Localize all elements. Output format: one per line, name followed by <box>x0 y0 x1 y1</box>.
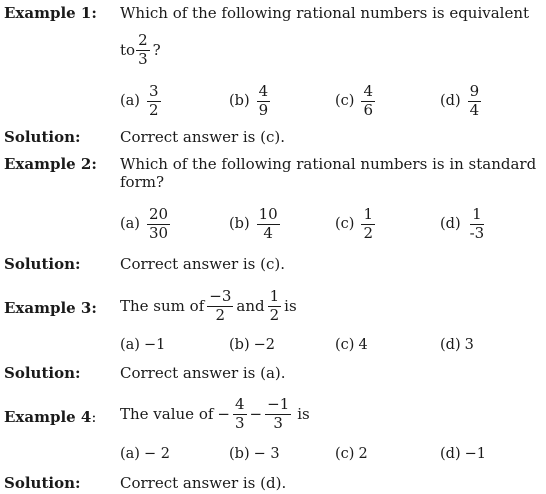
solution-3-text: Correct answer is (a). <box>120 364 286 382</box>
option-value: −1 <box>143 337 166 353</box>
option-label: (c) <box>335 337 355 353</box>
example-4-label-text: Example 4 <box>4 408 92 426</box>
example-2-label: Example 2: <box>4 155 97 173</box>
fraction-denominator: 3 <box>235 413 245 432</box>
example-4-question-is: is <box>297 405 310 424</box>
example-4-fraction-1 <box>233 397 247 432</box>
option-fraction <box>361 84 375 119</box>
option-fraction <box>147 84 161 119</box>
example-3-option-a <box>120 337 165 353</box>
option-label: (b) <box>229 216 250 233</box>
option-fraction <box>257 207 280 242</box>
fraction-denominator: -3 <box>469 223 485 242</box>
fraction-numerator: 4 <box>258 82 269 100</box>
fraction-numerator: 1 <box>363 205 373 223</box>
fraction-denominator: 2 <box>363 223 373 242</box>
fraction-denominator: 9 <box>258 100 269 119</box>
example-3-option-d <box>440 337 474 353</box>
option-value: −1 <box>464 446 486 462</box>
fraction-numerator: −3 <box>209 287 232 305</box>
option-fraction <box>468 207 487 242</box>
example-4-fraction-2 <box>265 397 291 432</box>
fraction-numerator: 4 <box>363 82 373 100</box>
option-label: (a) <box>120 93 140 110</box>
fraction-denominator: 2 <box>215 305 226 324</box>
example-1-question-to: to <box>120 41 136 60</box>
option-value: − 2 <box>143 446 170 462</box>
option-value: 4 <box>358 337 368 353</box>
example-4-label <box>4 408 96 426</box>
option-value: −2 <box>253 337 275 353</box>
example-2-option-b <box>229 207 283 242</box>
fraction-denominator: 3 <box>273 413 283 432</box>
example-3-fraction-2 <box>268 289 282 324</box>
example-2-option-c <box>335 207 378 242</box>
option-label: (b) <box>229 337 250 353</box>
option-label: (d) <box>440 216 461 233</box>
example-4-option-d <box>440 446 486 462</box>
example-2-option-d <box>440 207 489 242</box>
example-1-question-line1: Which of the following rational numbers is equivalent <box>120 4 530 22</box>
fraction-denominator: 6 <box>363 100 373 119</box>
example-1-option-c <box>335 84 378 119</box>
option-value: − 3 <box>253 446 280 462</box>
option-label: (c) <box>335 216 355 233</box>
example-3-question-is: is <box>284 297 297 316</box>
solution-4-label: Solution: <box>4 474 81 492</box>
option-fraction <box>257 84 271 119</box>
fraction-numerator: −1 <box>267 395 290 413</box>
fraction-denominator: 4 <box>469 100 480 119</box>
example-4-option-c <box>335 446 368 462</box>
option-label: (a) <box>120 216 140 233</box>
solution-1-text: Correct answer is (c). <box>120 128 286 146</box>
fraction-numerator: 2 <box>138 31 148 49</box>
example-1-option-d <box>440 84 484 119</box>
fraction-numerator: 9 <box>469 82 480 100</box>
option-label: (c) <box>335 93 355 110</box>
option-value: 2 <box>358 446 368 462</box>
fraction-denominator: 30 <box>148 223 169 242</box>
fraction-numerator: 1 <box>269 287 280 305</box>
option-fraction <box>147 207 170 242</box>
example-2-question-line1: Which of the following rational numbers is in standard <box>120 155 537 173</box>
option-fraction <box>361 207 375 242</box>
example-3-fraction-1 <box>207 289 233 324</box>
example-3-question <box>120 289 297 324</box>
solution-3-label: Solution: <box>4 364 81 382</box>
option-label: (b) <box>229 446 250 462</box>
example-3-option-b <box>229 337 275 353</box>
example-1-option-a <box>120 84 164 119</box>
option-label: (d) <box>440 446 461 462</box>
example-1-option-b <box>229 84 273 119</box>
example-4-question-text: The value of <box>120 405 214 424</box>
fraction-denominator: 3 <box>138 49 148 68</box>
example-3-option-c <box>335 337 368 353</box>
option-value: 3 <box>464 337 474 353</box>
fraction-numerator: 20 <box>148 205 169 223</box>
solution-4-text: Correct answer is (d). <box>120 474 287 492</box>
solution-2-text: Correct answer is (c). <box>120 255 286 273</box>
example-4-minus-1: − <box>217 405 230 424</box>
example-1-question-line2 <box>120 33 161 68</box>
example-1-question-mark: ? <box>152 41 161 60</box>
example-1-label: Example 1: <box>4 4 97 22</box>
option-label: (c) <box>335 446 355 462</box>
fraction-denominator: 2 <box>148 100 159 119</box>
example-1-question-fraction <box>136 33 150 68</box>
solution-1-label: Solution: <box>4 128 81 146</box>
example-4-label-colon: : <box>91 408 97 426</box>
example-3-question-text: The sum of <box>120 297 205 316</box>
option-label: (a) <box>120 446 140 462</box>
example-3-question-and: and <box>236 297 265 316</box>
fraction-numerator: 1 <box>472 205 482 223</box>
solution-2-label: Solution: <box>4 255 81 273</box>
option-fraction <box>468 84 482 119</box>
fraction-denominator: 2 <box>269 305 280 324</box>
option-label: (a) <box>120 337 140 353</box>
example-4-question <box>120 397 310 432</box>
example-4-option-b <box>229 446 280 462</box>
example-2-question-line2: form? <box>120 173 165 191</box>
example-4-minus-2: − <box>249 405 263 424</box>
option-label: (d) <box>440 93 461 110</box>
option-label: (d) <box>440 337 461 353</box>
fraction-numerator: 4 <box>235 395 245 413</box>
example-3-label: Example 3: <box>4 299 97 317</box>
fraction-numerator: 10 <box>258 205 278 223</box>
option-label: (b) <box>229 93 250 110</box>
fraction-denominator: 4 <box>263 223 273 242</box>
example-2-option-a <box>120 207 173 242</box>
fraction-numerator: 3 <box>148 82 159 100</box>
example-4-option-a <box>120 446 170 462</box>
